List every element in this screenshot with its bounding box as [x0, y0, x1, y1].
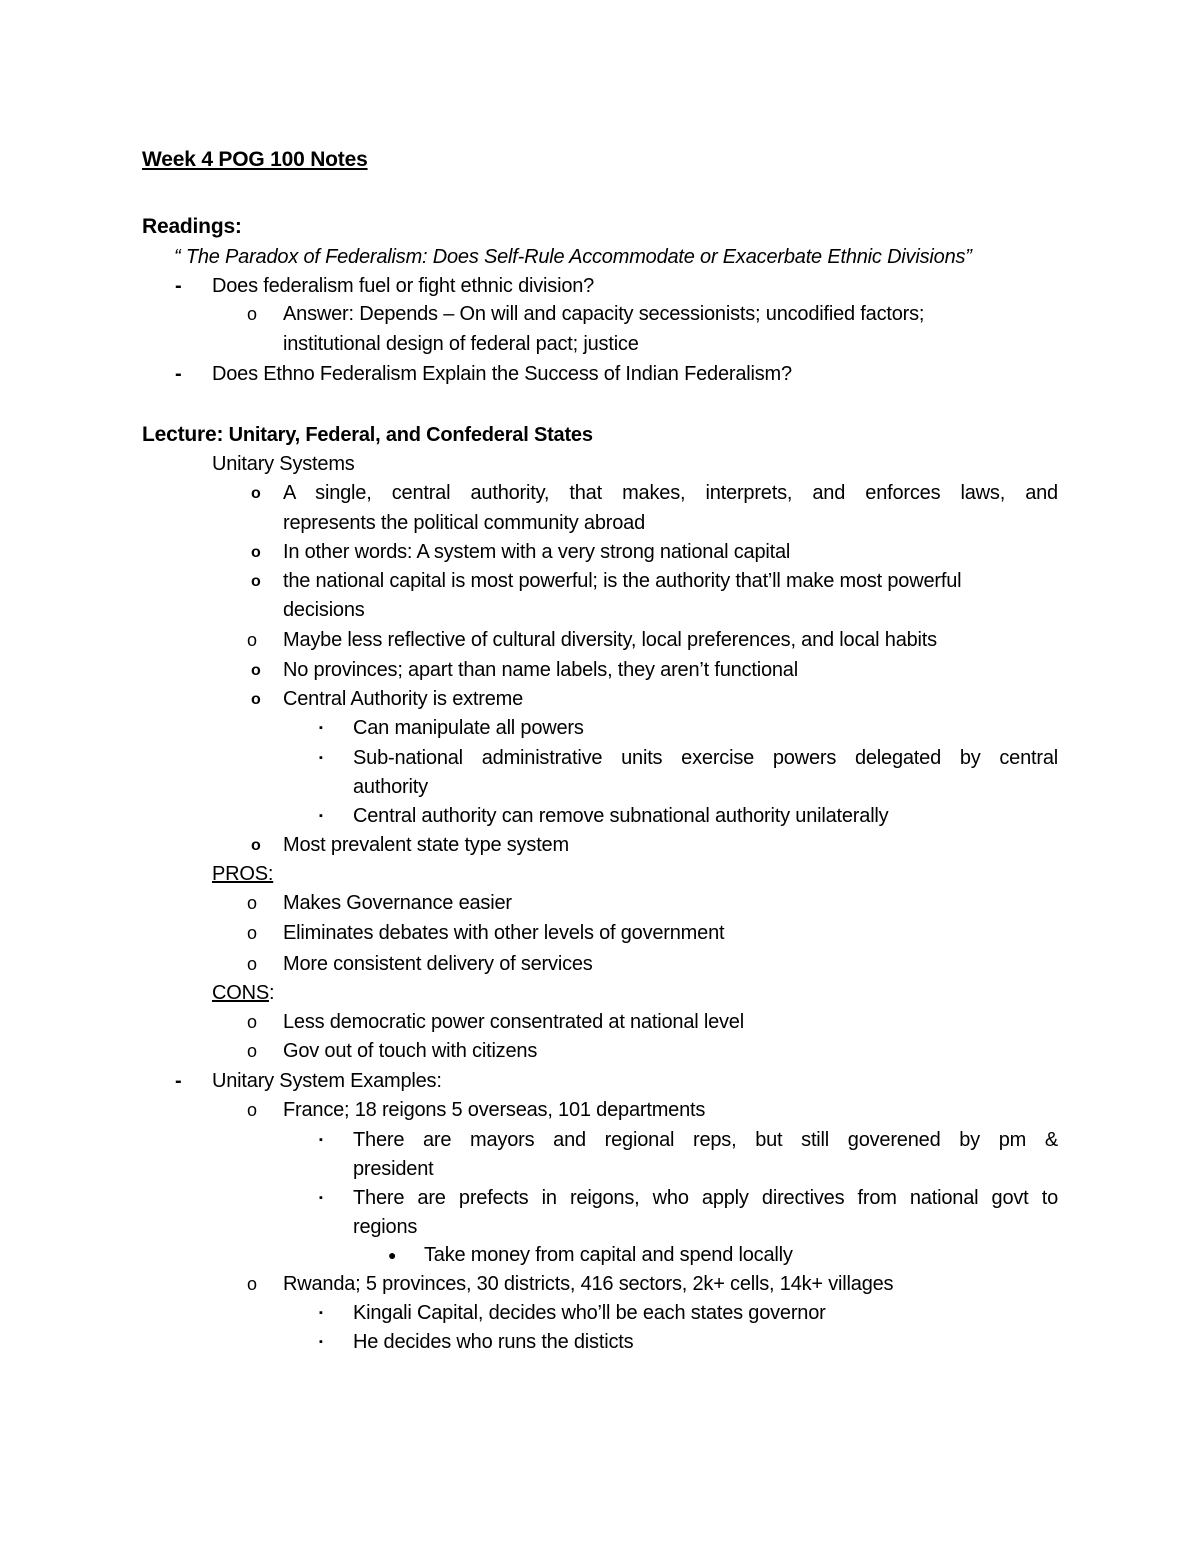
circle-bullet: o	[247, 1012, 258, 1032]
unitary-point-4: Maybe less reflective of cultural diversity, local preferences, and local habits	[283, 629, 937, 651]
square-bullet: ▪	[319, 752, 323, 764]
lecture-heading	[142, 420, 593, 450]
circle-bullet: o	[251, 544, 261, 561]
france-sub-2-line-1: There are prefects in reigons, who apply directives from national govt to	[353, 1187, 1058, 1209]
circle-bullet: o	[247, 893, 258, 913]
france-sub-2-line-2: regions	[353, 1216, 418, 1238]
pros-heading: PROS:	[212, 863, 274, 885]
cons-heading	[212, 979, 274, 1008]
circle-bullet: o	[251, 485, 261, 502]
unitary-point-6-sub-2-line-1: Sub-national administrative units exercise powers delegated by central	[353, 747, 1058, 769]
cons-heading-word: CONS	[212, 982, 269, 1004]
circle-bullet: o	[247, 954, 258, 974]
page-title: Week 4 POG 100 Notes	[142, 148, 368, 171]
dash-bullet: -	[175, 275, 182, 297]
rwanda-sub-2: He decides who runs the disticts	[353, 1331, 634, 1353]
unitary-point-1-line-2: represents the political community abroad	[283, 512, 645, 534]
unitary-point-6-sub-2-line-2: authority	[353, 776, 428, 798]
unitary-point-2: In other words: A system with a very strong national capital	[283, 541, 791, 563]
unitary-point-6-sub-3: Central authority can remove subnational authority unilaterally	[353, 805, 889, 827]
france-sub-2-bullet: Take money from capital and spend locally	[424, 1244, 793, 1266]
reading-citation: “ The Paradox of Federalism: Does Self-Rule Accommodate or Exacerbate Ethnic Divisions”	[174, 246, 972, 268]
unitary-systems-heading: Unitary Systems	[212, 453, 355, 475]
example-rwanda: Rwanda; 5 provinces, 30 districts, 416 sectors, 2k+ cells, 14k+ villages	[283, 1273, 894, 1295]
circle-bullet: o	[247, 304, 258, 324]
unitary-point-5: No provinces; apart than name labels, they aren’t functional	[283, 659, 798, 681]
example-france: France; 18 reigons 5 overseas, 101 departments	[283, 1099, 706, 1121]
pros-item-3: More consistent delivery of services	[283, 953, 593, 975]
unitary-point-3-line-2: decisions	[283, 599, 365, 621]
circle-bullet: o	[247, 630, 258, 650]
reading-question-1: Does federalism fuel or fight ethnic division?	[212, 275, 595, 297]
cons-heading-colon: :	[268, 982, 275, 1004]
reading-answer-line-1: Answer: Depends – On will and capacity secessionists; uncodified factors;	[283, 303, 925, 325]
circle-bullet: o	[247, 1100, 258, 1120]
circle-bullet: o	[251, 691, 261, 708]
unitary-point-6: Central Authority is extreme	[283, 688, 524, 710]
circle-bullet: o	[247, 1274, 258, 1294]
unitary-point-1-line-1: A single, central authority, that makes, interprets, and enforces laws, and	[283, 482, 1058, 504]
lecture-topic: Unitary, Federal, and Confederal States	[223, 424, 593, 446]
rwanda-sub-1: Kingali Capital, decides who’ll be each states governor	[353, 1302, 826, 1324]
circle-bullet: o	[247, 1041, 258, 1061]
square-bullet: ▪	[319, 810, 323, 822]
readings-heading: Readings:	[142, 215, 242, 238]
square-bullet: ▪	[319, 1336, 323, 1348]
unitary-point-6-sub-1: Can manipulate all powers	[353, 717, 584, 739]
cons-item-1: Less democratic power consentrated at national level	[283, 1011, 744, 1033]
lecture-label: Lecture:	[142, 423, 224, 446]
circle-bullet: o	[247, 923, 258, 943]
dash-bullet: -	[175, 1070, 182, 1092]
circle-bullet: o	[251, 837, 261, 854]
pros-item-2: Eliminates debates with other levels of government	[283, 922, 725, 944]
unitary-point-3-line-1: the national capital is most powerful; is the authority that’ll make most powerful	[283, 570, 962, 592]
reading-answer-line-2: institutional design of federal pact; justice	[283, 333, 639, 355]
pros-item-1: Makes Governance easier	[283, 892, 512, 914]
examples-heading: Unitary System Examples:	[212, 1070, 442, 1092]
square-bullet: ▪	[319, 1192, 323, 1204]
square-bullet: ▪	[319, 1307, 323, 1319]
france-sub-1-line-1: There are mayors and regional reps, but still goverened by pm &	[353, 1129, 1058, 1151]
square-bullet: ▪	[319, 1134, 323, 1146]
circle-bullet: o	[251, 662, 261, 679]
square-bullet: ▪	[319, 722, 323, 734]
unitary-point-7: Most prevalent state type system	[283, 834, 569, 856]
reading-question-2: Does Ethno Federalism Explain the Success of Indian Federalism?	[212, 363, 792, 385]
france-sub-1-line-2: president	[353, 1158, 434, 1180]
round-bullet: ●	[388, 1247, 397, 1263]
cons-item-2: Gov out of touch with citizens	[283, 1040, 538, 1062]
circle-bullet: o	[251, 573, 261, 590]
dash-bullet: -	[175, 363, 182, 385]
